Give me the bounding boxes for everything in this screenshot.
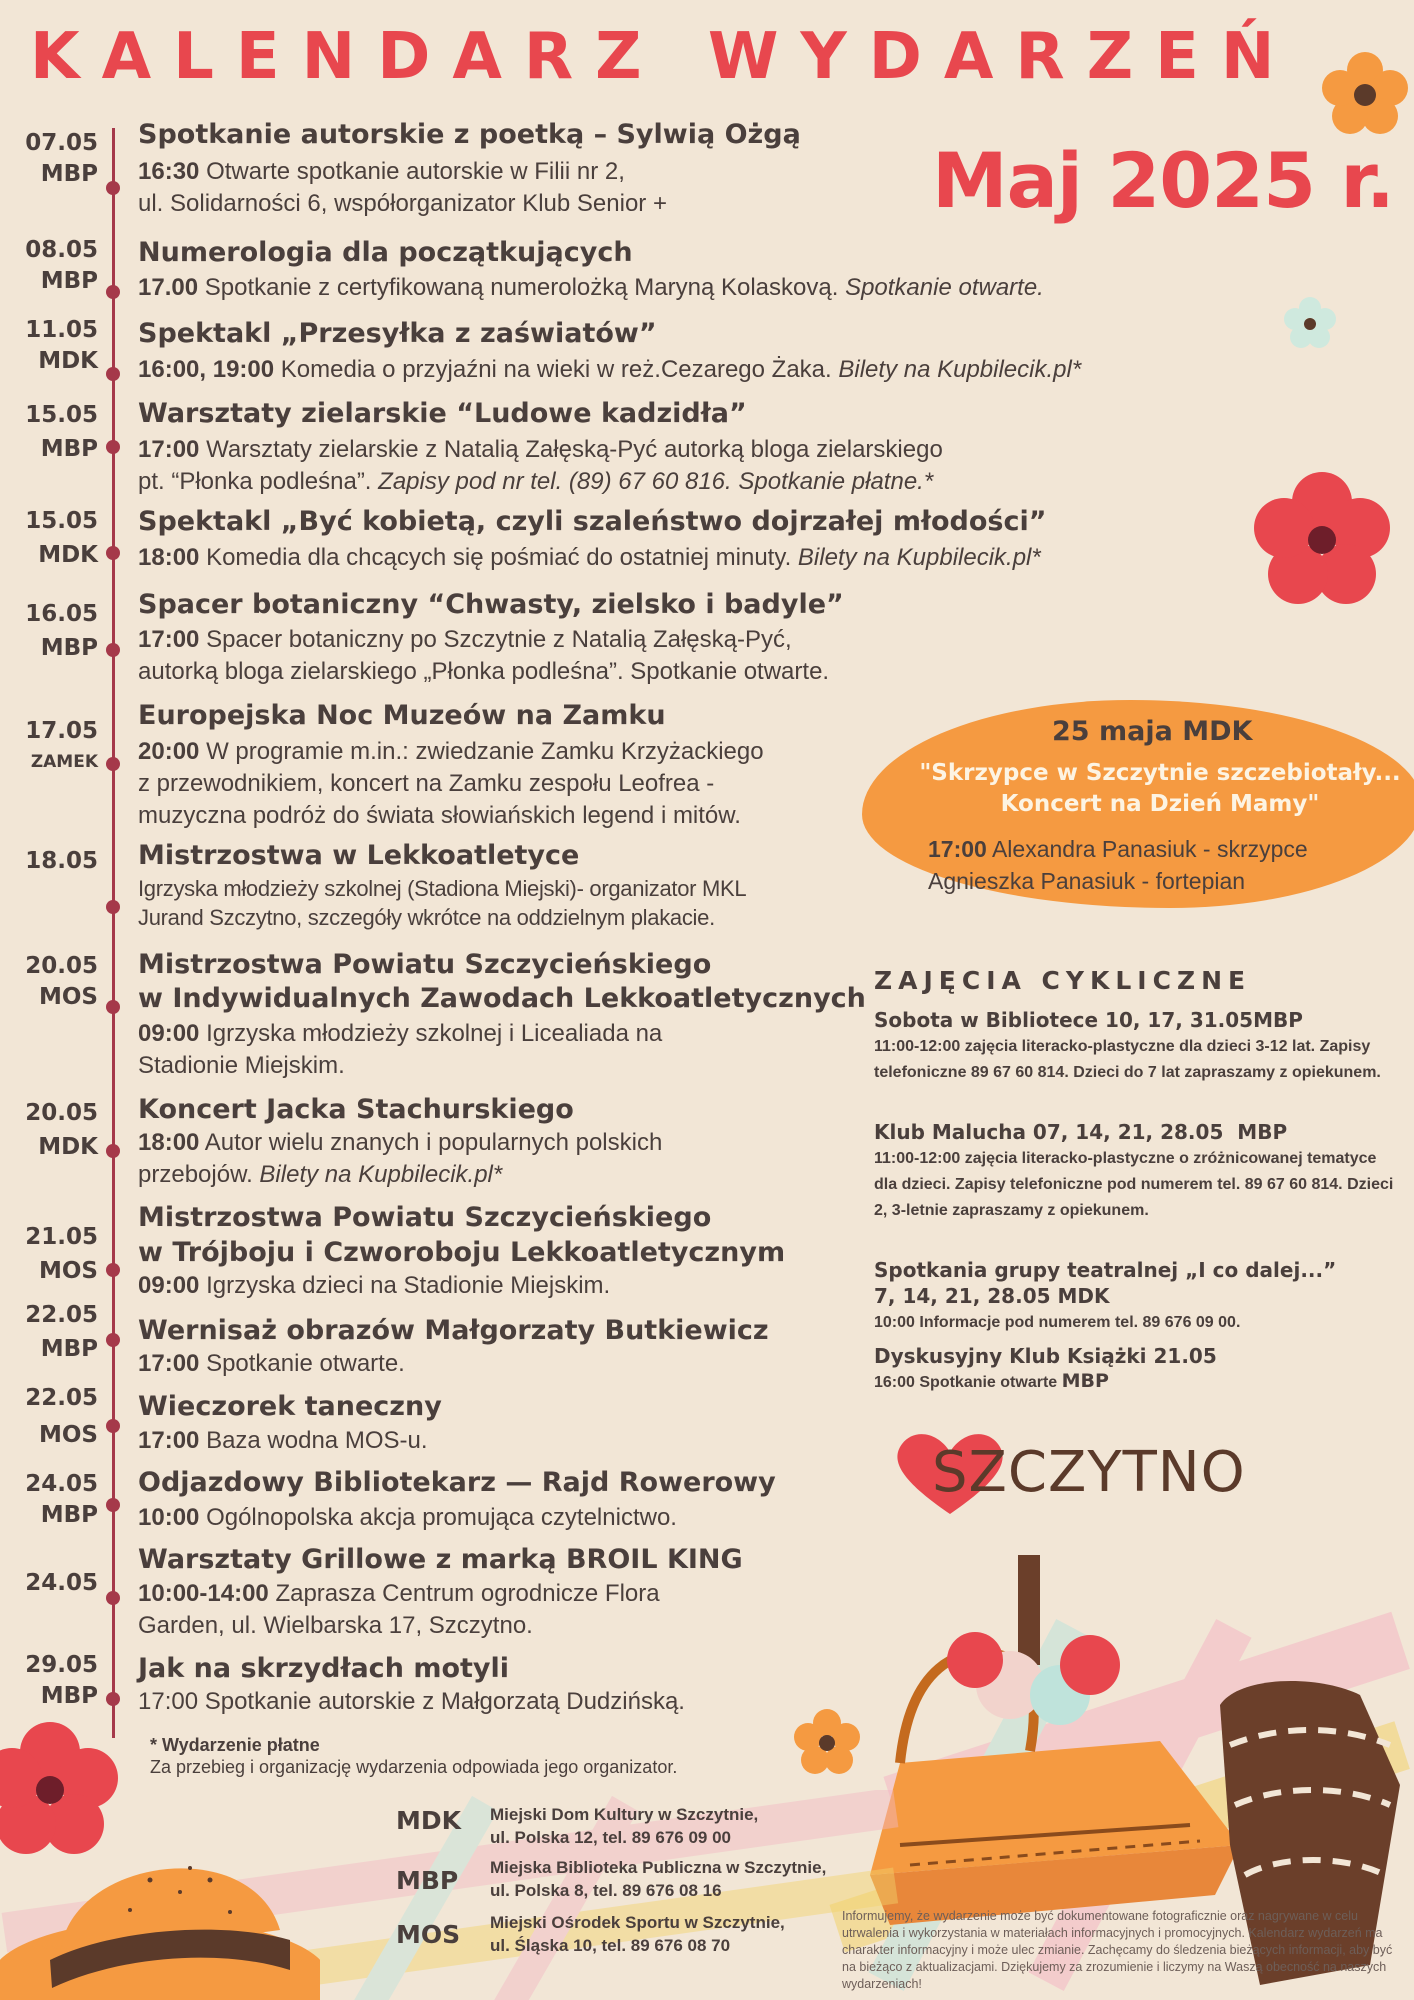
timeline-dot bbox=[106, 1692, 120, 1706]
event-date: 22.05 MBP bbox=[25, 1302, 98, 1362]
event-title: Numerologia dla początkujących bbox=[138, 237, 633, 268]
featured-event-title: "Skrzypce w Szczytnie szczebiotały... Koncert na Dzień Mamy" bbox=[919, 760, 1401, 817]
event-title-line2: w Indywidualnych Zawodach Lekkoatletycznych bbox=[138, 983, 866, 1014]
cyclic-item-description: 10:00 Informacje pod numerem tel. 89 676 09 00. bbox=[874, 1314, 1241, 1331]
event-date: 08.05 MBP bbox=[25, 237, 98, 294]
event-date: 24.05 MBP bbox=[25, 1471, 98, 1528]
timeline-dot bbox=[106, 1333, 120, 1347]
event-description: 16:30 Otwarte spotkanie autorskie w Filii nr 2, ul. Solidarności 6, współorganizator Klub Senior + bbox=[138, 158, 667, 217]
event-description: 09:00 Igrzyska dzieci na Stadionie Miejskim. bbox=[138, 1272, 611, 1299]
flower-small-mint-icon bbox=[1282, 296, 1338, 352]
logo-text: SZCZYTNO bbox=[932, 1440, 1246, 1505]
event-date: 07.05 MBP bbox=[25, 130, 98, 187]
timeline-dot bbox=[106, 1144, 120, 1158]
timeline-dot bbox=[106, 181, 120, 195]
cyclic-item-title: Spotkania grupy teatralnej „I co dalej...” 7, 14, 21, 28.05 MDK bbox=[874, 1258, 1337, 1308]
event-date: 20.05 MDK bbox=[25, 1100, 98, 1160]
cyclic-item-title: Klub Malucha 07, 14, 21, 28.05 MBP bbox=[874, 1120, 1288, 1144]
event-title: Wernisaż obrazów Małgorzaty Butkiewicz bbox=[138, 1315, 769, 1346]
event-description: 17:00 Baza wodna MOS-u. bbox=[138, 1427, 428, 1454]
event-date: 29.05 MBP bbox=[25, 1652, 98, 1709]
timeline-dot bbox=[106, 757, 120, 771]
event-description: Igrzyska młodzieży szkolnej (Stadiona Miejski)- organizator MKL Jurand Szczytno, szczegóły wkrótce na oddzielnym plakacie. bbox=[138, 876, 747, 930]
timeline-dot bbox=[106, 643, 120, 657]
event-title: Mistrzostwa Powiatu Szczycieńskiego bbox=[138, 949, 712, 980]
cyclic-item-title: Sobota w Bibliotece 10, 17, 31.05MBP bbox=[874, 1008, 1303, 1032]
event-title: Wieczorek taneczny bbox=[138, 1391, 442, 1422]
event-description: 17.00 Spotkanie z certyfikowaną numerolożką Maryną Kolaskovą. Spotkanie otwarte. bbox=[138, 274, 1044, 301]
event-title: Spotkanie autorskie z poetką – Sylwią Ożgą bbox=[138, 119, 801, 150]
cyclic-heading: ZAJĘCIA CYKLICZNE bbox=[874, 966, 1252, 995]
event-description: 18:00 Autor wielu znanych i popularnych polskich przebojów. Bilety na Kupbilecik.pl* bbox=[138, 1129, 663, 1188]
poster-title: KALENDARZ WYDARZEŃ bbox=[30, 20, 1297, 94]
event-title: Europejska Noc Muzeów na Zamku bbox=[138, 700, 666, 731]
disclaimer: Informujemy, że wydarzenie może być dokumentowane fotograficznie oraz nagrywane w celu utrwalenia i wykorzystania w materiałach informacyjnych i promocyjnych. Kalendarz wydarzeń ma charakter informacyjny i może ulec zmianie. Zachęcamy do śledzenia bieżących informacji, aby być na bieżąco z aktualizacjami. Dziękujemy za zrozumienie i liczymy na Waszą obecność na naszych wydarzeniach! bbox=[842, 1909, 1393, 1991]
event-description: 18:00 Komedia dla chcących się pośmiać do ostatniej minuty. Bilety na Kupbilecik.pl* bbox=[138, 544, 1041, 571]
featured-event-date: 25 maja MDK bbox=[1052, 716, 1253, 747]
event-description: 10:00 Ogólnopolska akcja promująca czytelnictwo. bbox=[138, 1504, 677, 1531]
institution-details: Miejski Ośrodek Sportu w Szczytnie, ul. Śląska 10, tel. 89 676 08 70 bbox=[490, 1913, 785, 1955]
event-title: Odjazdowy Bibliotekarz — Rajd Rowerowy bbox=[138, 1467, 776, 1498]
event-title: Spacer botaniczny “Chwasty, zielsko i badyle” bbox=[138, 589, 844, 620]
event-date: 21.05 MOS bbox=[25, 1224, 98, 1284]
event-description: 17:00 Spotkanie autorskie z Małgorzatą Dudzińską. bbox=[138, 1688, 685, 1715]
timeline-dot bbox=[106, 1000, 120, 1014]
timeline-dot bbox=[106, 1419, 120, 1433]
event-title: Mistrzostwa Powiatu Szczycieńskiego bbox=[138, 1202, 712, 1233]
flower-top-right-icon bbox=[1320, 50, 1410, 140]
event-description: 16:00, 19:00 Komedia o przyjaźni na wieki w reż.Cezarego Żaka. Bilety na Kupbilecik.pl* bbox=[138, 356, 1082, 383]
event-description: 17:00 Warsztaty zielarskie z Natalią Załęską-Pyć autorką bloga zielarskiego pt. “Płonka podleśna”. Zapisy pod nr tel. (89) 67 60 816. Spotkanie płatne.* bbox=[138, 436, 943, 495]
event-description: 17:00 Spotkanie otwarte. bbox=[138, 1350, 405, 1377]
cyclic-item-title: Dyskusyjny Klub Książki 21.05 bbox=[874, 1344, 1217, 1368]
event-title: Jak na skrzydłach motyli bbox=[138, 1653, 510, 1684]
event-title: Spektakl „Przesyłka z zaświatów” bbox=[138, 318, 657, 349]
event-title-line2: w Trójboju i Czworoboju Lekkoatletycznym bbox=[138, 1237, 786, 1268]
cyclic-item-description: 16:00 Spotkanie otwarte MBP bbox=[874, 1370, 1109, 1392]
timeline-dot bbox=[106, 440, 120, 454]
timeline-dot bbox=[106, 367, 120, 381]
institution-abbr: MDK bbox=[396, 1806, 462, 1835]
footnote: * Wydarzenie płatne Za przebieg i organizację wydarzenia odpowiada jego organizator. bbox=[150, 1735, 678, 1777]
event-description: 17:00 Spacer botaniczny po Szczytnie z Natalią Załęską-Pyć, autorką bloga zielarskiego „Płonka podleśna”. Spotkanie otwarte. bbox=[138, 626, 830, 685]
event-date: 22.05 MOS bbox=[25, 1385, 98, 1448]
event-date: 17.05 ZAMEK bbox=[25, 718, 98, 772]
institution-details: Miejski Dom Kultury w Szczytnie, ul. Polska 12, tel. 89 676 09 00 bbox=[490, 1805, 759, 1847]
institution-abbr: MOS bbox=[396, 1920, 461, 1949]
featured-event-description: 17:00 Alexandra Panasiuk - skrzypce Agnieszka Panasiuk - fortepian bbox=[928, 836, 1308, 894]
event-date: 18.05 bbox=[25, 848, 98, 874]
cyclic-item-description: 11:00-12:00 zajęcia literacko-plastyczne dla dzieci 3-12 lat. Zapisy telefoniczne 89 67 60 814. Dzieci do 7 lat zapraszamy z opiekunem. bbox=[874, 1038, 1381, 1081]
event-title: Warsztaty zielarskie “Ludowe kadzidła” bbox=[138, 398, 747, 429]
event-date: 11.05 MDK bbox=[25, 317, 98, 374]
szczytno-logo bbox=[890, 1430, 1250, 1520]
timeline-dot bbox=[106, 1263, 120, 1277]
event-date: 15.05 MDK bbox=[25, 508, 98, 568]
month-title: Maj 2025 r. bbox=[932, 136, 1394, 225]
institution-details: Miejska Biblioteka Publiczna w Szczytnie, ul. Polska 8, tel. 89 676 08 16 bbox=[490, 1858, 827, 1900]
event-date: 24.05 bbox=[25, 1570, 98, 1596]
event-description: 20:00 W programie m.in.: zwiedzanie Zamku Krzyżackiego z przewodnikiem, koncert na Zamku zespołu Leofrea - muzyczna podróż do świata słowiańskich legend i mitów. bbox=[138, 738, 764, 829]
timeline-dot bbox=[106, 285, 120, 299]
event-title: Koncert Jacka Stachurskiego bbox=[138, 1094, 574, 1125]
institution-abbr: MBP bbox=[396, 1866, 459, 1895]
flower-red-right-icon bbox=[1252, 470, 1392, 610]
event-title: Warsztaty Grillowe z marką BROIL KING bbox=[138, 1544, 743, 1575]
event-title: Spektakl „Być kobietą, czyli szaleństwo dojrzałej młodości” bbox=[138, 506, 1047, 537]
cyclic-item-description: 11:00-12:00 zajęcia literacko-plastyczne o zróżnicowanej tematyce dla dzieci. Zapisy telefoniczne pod numerem tel. 89 67 60 814. Dzieci 2, 3-letnie zapraszamy z opiekunem. bbox=[874, 1150, 1394, 1219]
timeline-dot bbox=[106, 1591, 120, 1605]
timeline-dot bbox=[106, 546, 120, 560]
event-date: 15.05 MBP bbox=[25, 402, 98, 462]
event-date: 20.05 MOS bbox=[25, 953, 98, 1010]
timeline-dot bbox=[106, 1498, 120, 1512]
event-description: 10:00-14:00 Zaprasza Centrum ogrodnicze Flora Garden, ul. Wielbarska 17, Szczytno. bbox=[138, 1580, 660, 1639]
event-title: Mistrzostwa w Lekkoatletyce bbox=[138, 840, 580, 871]
event-description: 09:00 Igrzyska młodzieży szkolnej i Licealiada na Stadionie Miejskim. bbox=[138, 1020, 663, 1079]
timeline-dot bbox=[106, 900, 120, 914]
hat-icon bbox=[0, 1820, 320, 2000]
event-date: 16.05 MBP bbox=[25, 601, 98, 661]
